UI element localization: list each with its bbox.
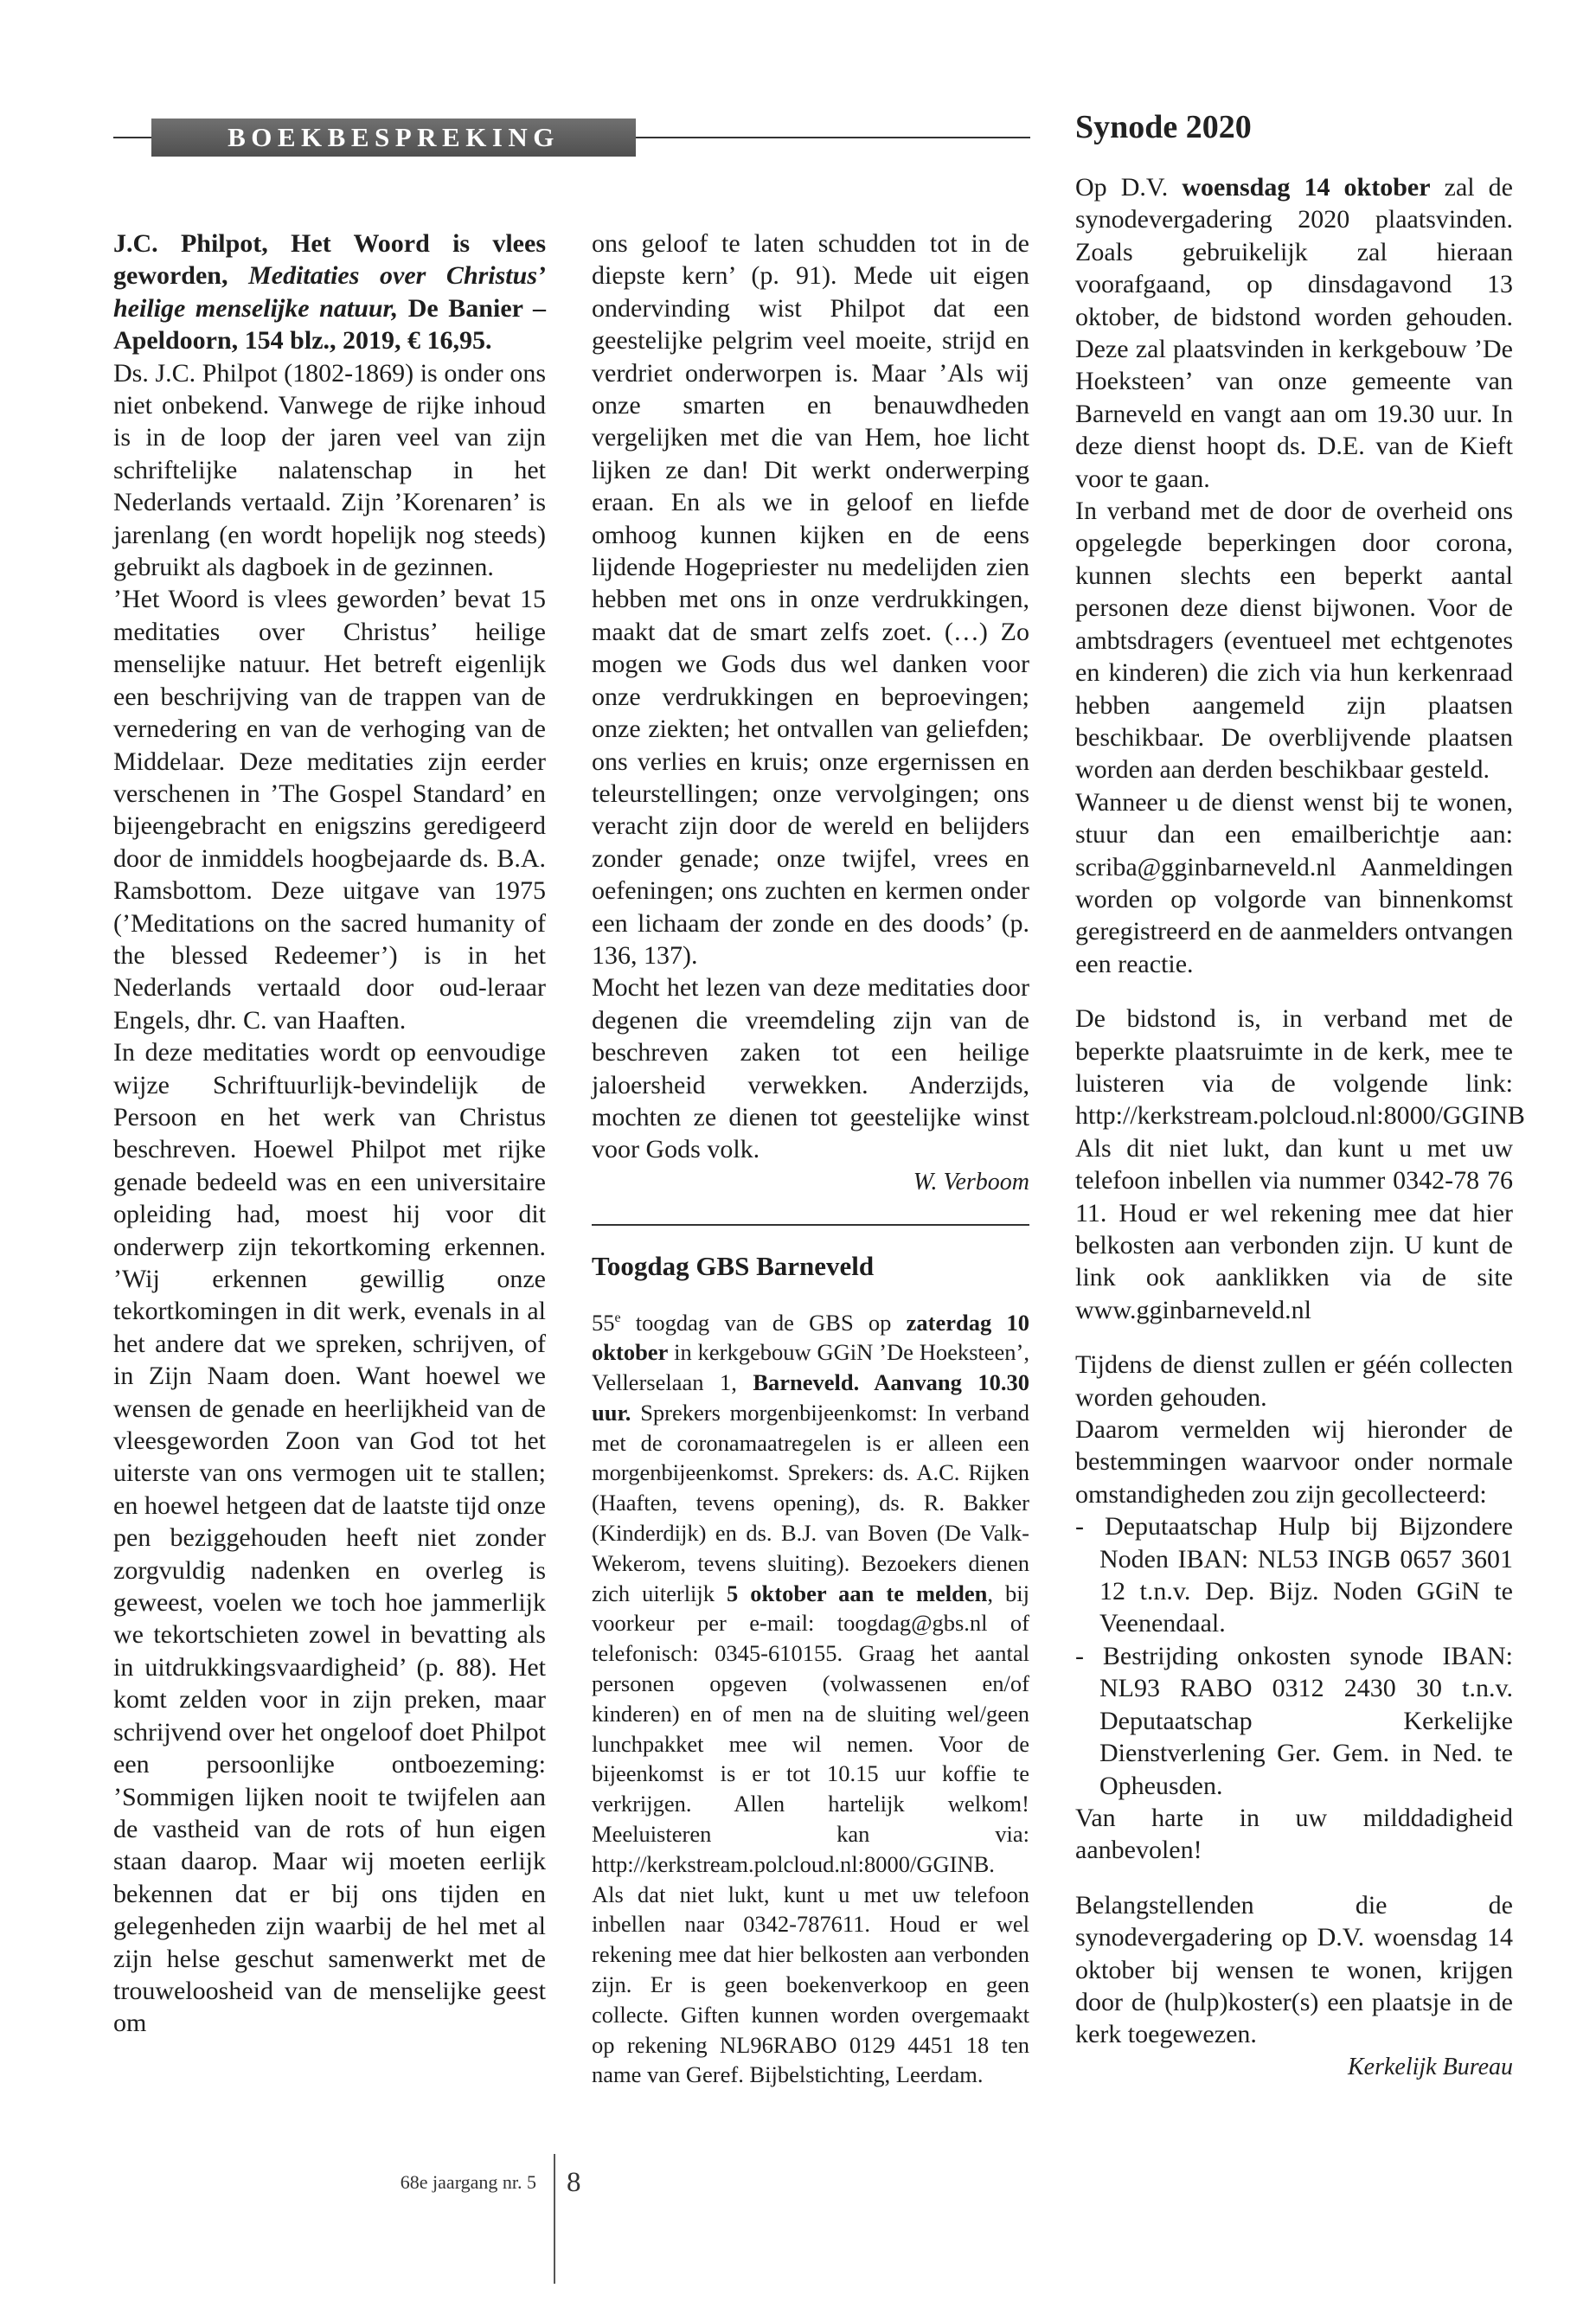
synode-paragraph-3: Wanneer u de dienst wenst bij te wonen, stuur dan een emailberichtje aan: scriba@gginbarneveld.nl Aanmeldingen worden op volgorde van binnenkomst geregistreerd en de aanmelders ontvangen een reactie. — [1075, 787, 1513, 978]
collect-bullet-1: - Deputaatschap Hulp bij Bijzondere Noden IBAN: NL53 INGB 0657 3601 12 t.n.v. Dep. Bijz. Noden GGiN te Veenendaal. — [1075, 1512, 1513, 1638]
book-title: J.C. Philpot, Het Woord is vlees geworden, — [113, 229, 546, 291]
book-publisher: De Banier – Apeldoorn, 154 blz., 2019, € 16,95. — [113, 293, 547, 356]
synode-paragraph-2: In verband met de door de overheid ons opgelegde beperkingen door corona, kunnen slechts een beperkt aantal personen deze dienst bijwonen. Voor de ambtsdragers (eventueel met echtgenotes en kinderen) die zich via hun kerkenraad hebben aangemeld zijn plaatsen beschikbaar. De overblijvende plaatsen worden aan derden beschikbaar gesteld. — [1075, 497, 1513, 785]
synode-paragraph-4: De bidstond is, in verband met de beperkte plaatsruimte in de kerk, mee te luisteren via de volgende link: http://kerkstream.polcloud.nl:8000/GGINB Als dit niet lukt, dan kunt u met uw telefoon inbellen via nummer 0342-78 76 11. Houd er wel rekening mee dat hier belkosten aan verbonden zijn. U kunt de link ook aanklikken via de site www.gginbarneveld.nl — [1075, 1004, 1525, 1324]
review-paragraph-2: ’Het Woord is vlees geworden’ bevat 15 meditaties over Christus’ heilige menselijke natuur. Het betreft eigenlijk een beschrijving van de trappen van de vernedering en van de verhoging van de Middelaar. Deze meditaties zijn eerder verschenen in ’The Gospel Standard’ en bijeengebracht en enigszins geredigeerd door de inmiddels hoogbejaarde ds. B.A. Ramsbottom. Deze uitgave van 1975 (’Meditations on the sacred humanity of the blessed Redeemer’) is in het Nederlands vertaald door oud-leraar Engels, dhr. C. van Haaften. — [113, 585, 546, 1035]
book-subtitle: Meditaties over Christus’ heilige menselijke natuur, — [113, 261, 546, 323]
synode-title: Synode 2020 — [1075, 109, 1252, 145]
review-paragraph-5: Mocht het lezen van deze meditaties door degenen die vreemdeling zijn van de beschreven zaken tot een heilige jaloersheid verwekken. Anderzijds, mochten ze dienen tot geestelijke winst voor Gods volk. — [592, 973, 1029, 1164]
synode-paragraph-1: Op D.V. woensdag 14 oktober zal de synodevergadering 2020 plaatsvinden. Zoals gebruikelijk zal hieraan voorafgaand, op dinsdagavond 13 oktober, de bidstond worden gehouden. Deze zal plaatsvinden in kerkgebouw ’De Hoeksteen’ van onze gemeente van Barneveld en vangt aan om 19.30 uur. In deze dienst hoopt ds. D.E. van de Kieft voor te gaan. — [1075, 173, 1513, 493]
synode-signature: Kerkelijk Bureau — [1347, 2053, 1513, 2080]
review-paragraph-4: ons geloof te laten schudden tot in de diepste kern’ (p. 91). Mede uit eigen ondervinding wist Philpot dat een geestelijke pelgrim veel moeite, strijd en verdriet onderworpen is. Maar ’Als wij onze smarten en benauwdheden vergelijken met die van Hem, hoe licht lijken ze dan! Dit werkt onderwerping eraan. En als we in geloof en liefde omhoog kunnen kijken en de eens lijdende Hogepriester nu medelijden zien hebben met ons in onze verdrukkingen, maakt dat de smart zelfs zoet. (…) Zo mogen we Gods dus wel danken voor onze verdrukkingen en beproevingen; onze ziekten; het ontvallen van geliefden; ons verlies en kruis; onze ergernissen en teleurstellingen; onze vervolgingen; ons veracht zijn door de wereld en belijders zonder genade; onze twijfel, vrees en oefeningen; ons zuchten en kermen onder een lichaam der zonde en des doods’ (p. 136, 137). — [592, 229, 1029, 970]
review-signature: W. Verboom — [913, 1168, 1029, 1195]
footer-divider — [554, 2154, 555, 2284]
review-column-2 — [592, 228, 1029, 2090]
synode-paragraph-7: Van harte in uw milddadigheid aanbevolen! — [1075, 1803, 1513, 1865]
header-rule-mid — [636, 137, 1029, 138]
section-label: BOEKBESPREKING — [151, 119, 636, 157]
collect-bullet-2: - Bestrijding onkosten synode IBAN: NL93 RABO 0312 2430 30 t.n.v. Deputaatschap Kerkelijke Dienstverlening Ger. Gem. in Ned. te Opheusden. — [1075, 1641, 1513, 1800]
synode-column — [1075, 171, 1525, 2083]
section-divider — [592, 1224, 1029, 1226]
synode-paragraph-6: Daarom vermelden wij hieronder de bestemmingen waarvoor onder normale omstandigheden zou zijn gecollecteerd: — [1075, 1415, 1513, 1509]
review-column-1 — [113, 228, 546, 2040]
header-rule-left — [113, 137, 151, 138]
page-number: 8 — [567, 2167, 581, 2198]
header-rule-right — [1029, 137, 1030, 138]
toogdag-title: Toogdag GBS Barneveld — [592, 1251, 875, 1282]
footer-volume: 68e jaargang nr. 5 — [400, 2171, 536, 2193]
review-paragraph-1: Ds. J.C. Philpot (1802-1869) is onder ons niet onbekend. Vanwege de rijke inhoud is in de loop der jaren veel van zijn schriftelijke nalatenschap in het Nederlands vertaald. Zijn ’Korenaren’ is jarenlang (en wordt hopelijk nog steeds) gebruikt als dagboek in de gezinnen. — [113, 358, 546, 582]
synode-paragraph-8: Belangstellenden die de synodevergadering op D.V. woensdag 14 oktober bij wensen te wonen, krijgen door de (hulp)koster(s) een plaatsje in de kerk toegewezen. — [1075, 1890, 1513, 2049]
review-paragraph-3: In deze meditaties wordt op eenvoudige wijze Schriftuurlijk-bevindelijk de Persoon en het werk van Christus beschreven. Hoewel Philpot met rijke genade bedeeld was en een universitaire opleiding had, moest hij voor dit onderwerp zijn tekortkoming erkennen. ’Wij erkennen gewillig onze tekortkomingen in dit werk, evenals in al het andere dat we spreken, schrijven, of in Zijn Naam doen. Want hoewel we wensen de genade en heerlijkheid van de vleesgeworden Zoon van God tot het uiterste van ons vermogen uit te stallen; en hoewel hetgeen dat de laatste tijd onze pen beziggehouden heeft niet zonder zorgvuldig nadenken en overleg is geweest, voelen we toch hoe jammerlijk we tekortschieten zowel in bevatting als in uitdrukkingsvaardigheid’ (p. 88). Het komt zelden voor in zijn preken, maar schrijvend over het ongeloof doet Philpot een persoonlijke ontboezeming: ’Sommigen lijken nooit te twijfelen aan de vastheid van de rots of hun eigen staan daarop. Maar wij moeten eerlijk bekennen dat er bij ons tijden en gelegenheden zijn waarbij de hel met al zijn helse geschut samenwerkt met de trouweloosheid van de menselijke geest om — [113, 1038, 546, 2038]
synode-paragraph-5: Tijdens de dienst zullen er géén collecten worden gehouden. — [1075, 1350, 1513, 1412]
book-bibliography — [113, 228, 546, 357]
toogdag-body: 55e toogdag van de GBS op zaterdag 10 oktober in kerkgebouw GGiN ’De Hoeksteen’, Vellerselaan 1, Barneveld. Aanvang 10.30 uur. Sprekers morgenbijeenkomst: In verband met de coronamaatregelen is er alleen een morgenbijeenkomst. Sprekers: ds. A.C. Rijken (Haaften, tevens opening), ds. R. Bakker (Kinderdijk) en ds. B.J. van Boven (De Valk-Wekerom, tevens sluiting). Bezoekers dienen zich uiterlijk 5 oktober aan te melden, bij voorkeur per e-mail: toogdag@gbs.nl of telefonisch: 0345-610155. Graag het aantal personen opgeven (volwassenen en/of kinderen) en of men na de sluiting wel/geen lunchpakket mee wil nemen. Voor de bijeenkomst is er tot 10.15 uur koffie te verkrijgen. Allen hartelijk welkom! Meeluisteren kan via: http://kerkstream.polcloud.nl:8000/GGINB. Als dat niet lukt, kunt u met uw telefoon inbellen naar 0342-787611. Houd er wel rekening mee dat hier belkosten aan verbonden zijn. Er is geen boekenverkoop en geen collecte. Giften kunnen worden overgemaakt op rekening NL96RABO 0129 4451 18 ten name van Geref. Bijbelstichting, Leerdam. — [592, 1309, 1030, 2088]
